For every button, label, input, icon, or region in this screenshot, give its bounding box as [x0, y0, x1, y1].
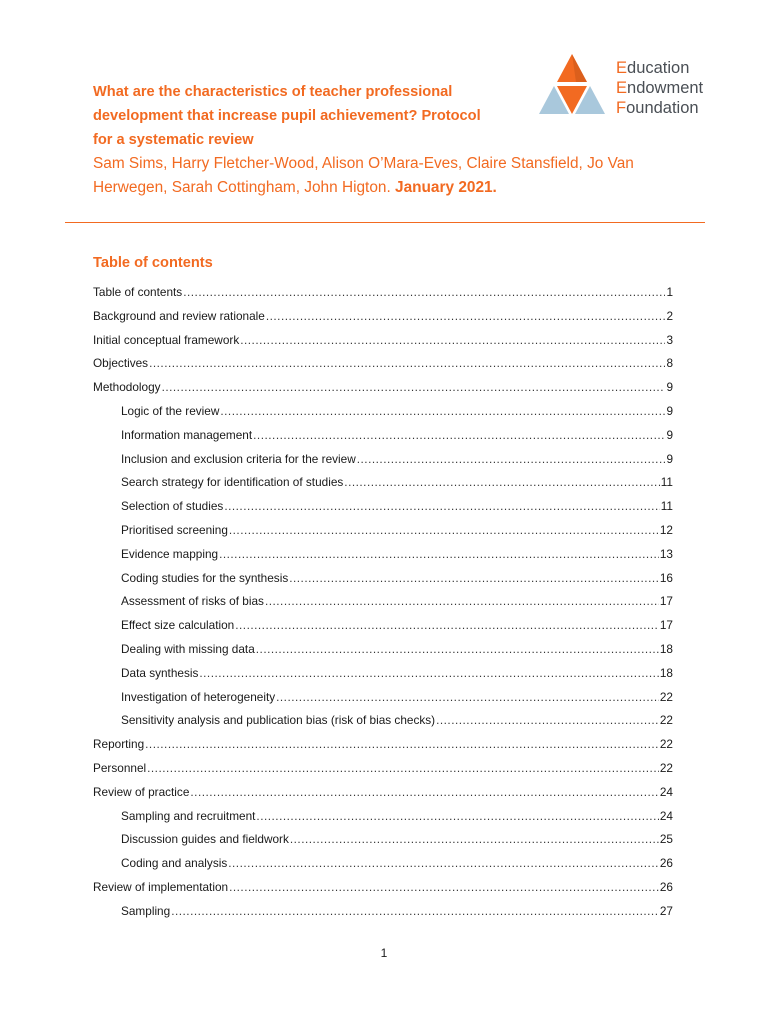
toc-dot-leader — [289, 567, 659, 591]
toc-entry-title: Coding and analysis — [121, 856, 228, 871]
toc-entry-page: 13 — [659, 546, 673, 561]
toc-entry-title: Reporting — [93, 737, 145, 752]
toc-dot-leader — [199, 662, 659, 686]
toc-dot-leader — [265, 590, 659, 614]
toc-entry-page: 9 — [666, 380, 673, 395]
toc-dot-leader — [147, 757, 659, 781]
toc-dot-leader — [344, 471, 659, 495]
toc-entry-title: Sensitivity analysis and publication bias (risk of bias checks) — [121, 713, 436, 728]
toc-entry-title: Effect size calculation — [121, 618, 235, 633]
toc-dot-leader — [276, 686, 659, 710]
toc-entry[interactable] — [93, 686, 673, 710]
toc-entry-page: 18 — [659, 641, 673, 656]
toc-entry-page: 3 — [666, 332, 673, 347]
toc-entry[interactable] — [93, 709, 673, 733]
toc-dot-leader — [171, 900, 659, 924]
logo-line-endowment: Endowment — [616, 79, 704, 97]
toc-dot-leader — [229, 876, 659, 900]
toc-entry-page: 17 — [659, 618, 673, 633]
toc-dot-leader — [219, 543, 659, 567]
toc-entry[interactable] — [93, 638, 673, 662]
toc-entry-page: 24 — [659, 784, 673, 799]
title-line: for a systematic review — [93, 132, 254, 148]
toc-entry-title: Information management — [121, 427, 253, 442]
logo-line-education: Education — [616, 59, 690, 77]
toc-entry-page: 9 — [666, 451, 673, 466]
toc-entry-title: Review of practice — [93, 784, 190, 799]
toc-entry-page: 16 — [659, 570, 673, 585]
toc-entry-page: 17 — [659, 594, 673, 609]
toc-dot-leader — [266, 305, 666, 329]
logo-line-foundation: Foundation — [616, 99, 699, 117]
toc-entry[interactable] — [93, 471, 673, 495]
toc-entry-page: 12 — [659, 522, 673, 537]
toc-entry-title: Table of contents — [93, 285, 183, 299]
toc-entry-page: 9 — [666, 427, 673, 442]
toc-entry-page: 11 — [660, 475, 673, 490]
toc-entry-page: 11 — [660, 499, 673, 514]
toc-entry-title: Dealing with missing data — [121, 641, 255, 656]
toc-entry-title: Inclusion and exclusion criteria for the review — [121, 451, 356, 466]
toc-entry[interactable] — [93, 852, 673, 876]
toc-entry[interactable] — [93, 662, 673, 686]
toc-entry-page: 2 — [666, 308, 673, 323]
toc-entry[interactable] — [93, 805, 673, 829]
toc-entry-page: 25 — [659, 832, 673, 847]
toc-entry-title: Background and review rationale — [93, 308, 265, 323]
toc-entry[interactable] — [93, 614, 673, 638]
toc-entry-title: Prioritised screening — [121, 522, 228, 537]
toc-entry-title: Review of implementation — [93, 879, 229, 894]
toc-dot-leader — [253, 424, 665, 448]
toc-entry-title: Methodology — [93, 380, 161, 395]
toc-entry[interactable] — [93, 329, 673, 353]
page-number: 1 — [380, 946, 388, 960]
toc-entry[interactable] — [93, 781, 673, 805]
eef-logo-wordmark — [616, 58, 703, 118]
toc-dot-leader — [145, 733, 659, 757]
toc-entry-title: Logic of the review — [121, 403, 220, 418]
toc-entry[interactable] — [93, 733, 673, 757]
toc-entry-page: 9 — [666, 403, 673, 418]
toc-entry[interactable] — [93, 757, 673, 781]
publication-date: January 2021. — [395, 179, 497, 196]
toc-entry-title: Initial conceptual framework — [93, 332, 240, 347]
toc-entry-page: 22 — [659, 737, 673, 752]
toc-entry[interactable] — [93, 400, 673, 424]
toc-entry-title: Sampling and recruitment — [121, 808, 256, 823]
title-line: What are the characteristics of teacher professional — [93, 84, 453, 100]
toc-entry[interactable] — [93, 448, 673, 472]
toc-entry[interactable] — [93, 876, 673, 900]
toc-heading: Table of contents — [93, 255, 213, 271]
toc-dot-leader — [190, 781, 658, 805]
toc-entry[interactable] — [93, 828, 673, 852]
toc-dot-leader — [256, 805, 658, 829]
toc-entry[interactable] — [93, 281, 673, 305]
toc-entry[interactable] — [93, 519, 673, 543]
toc-dot-leader — [436, 709, 659, 733]
toc-dot-leader — [290, 828, 659, 852]
toc-entry-title: Sampling — [121, 903, 171, 918]
toc-dot-leader — [240, 329, 665, 353]
eef-logo — [536, 52, 726, 122]
toc-entry-title: Personnel — [93, 760, 147, 775]
toc-entry-page: 22 — [659, 689, 673, 704]
toc-entry[interactable] — [93, 305, 673, 329]
table-of-contents — [93, 281, 673, 924]
authors — [93, 152, 693, 200]
toc-entry[interactable] — [93, 590, 673, 614]
toc-entry-page: 27 — [659, 903, 673, 918]
toc-entry-page: 1 — [666, 285, 673, 299]
toc-entry-title: Evidence mapping — [121, 546, 219, 561]
toc-entry[interactable] — [93, 376, 673, 400]
document-title — [93, 80, 533, 152]
toc-entry-title: Data synthesis — [121, 665, 199, 680]
toc-dot-leader — [256, 638, 659, 662]
toc-dot-leader — [162, 376, 666, 400]
toc-entry[interactable] — [93, 567, 673, 591]
authors-line — [93, 176, 693, 200]
toc-dot-leader — [357, 448, 666, 472]
toc-entry-title: Selection of studies — [121, 499, 224, 514]
toc-entry-page: 8 — [666, 356, 673, 371]
toc-entry[interactable] — [93, 495, 673, 519]
toc-entry[interactable] — [93, 543, 673, 567]
toc-entry-page: 26 — [659, 879, 673, 894]
toc-entry[interactable] — [93, 424, 673, 448]
toc-dot-leader — [220, 400, 665, 424]
header-divider — [65, 222, 705, 223]
toc-entry-title: Coding studies for the synthesis — [121, 570, 289, 585]
authors-names: Herwegen, Sarah Cottingham, John Higton. — [93, 179, 391, 196]
toc-dot-leader — [149, 352, 665, 376]
toc-entry-page: 22 — [659, 713, 673, 728]
toc-entry-title: Discussion guides and fieldwork — [121, 832, 289, 847]
authors-line: Sam Sims, Harry Fletcher-Wood, Alison O’Mara-Eves, Claire Stansfield, Jo Van — [93, 155, 634, 172]
toc-entry[interactable] — [93, 352, 673, 376]
toc-entry-title: Search strategy for identification of studies — [121, 475, 344, 490]
toc-entry-title: Assessment of risks of bias — [121, 594, 264, 609]
toc-entry-page: 24 — [659, 808, 673, 823]
toc-entry[interactable] — [93, 900, 673, 924]
toc-dot-leader — [183, 281, 665, 305]
toc-dot-leader — [224, 495, 659, 519]
toc-entry-page: 18 — [659, 665, 673, 680]
title-line: development that increase pupil achievement? Protocol — [93, 108, 481, 124]
eef-logo-triangles-icon — [536, 52, 608, 118]
toc-dot-leader — [228, 852, 659, 876]
toc-dot-leader — [229, 519, 659, 543]
toc-entry-title: Objectives — [93, 356, 149, 371]
toc-dot-leader — [235, 614, 659, 638]
toc-entry-page: 22 — [659, 760, 673, 775]
toc-entry-title: Investigation of heterogeneity — [121, 689, 276, 704]
toc-entry-page: 26 — [659, 856, 673, 871]
